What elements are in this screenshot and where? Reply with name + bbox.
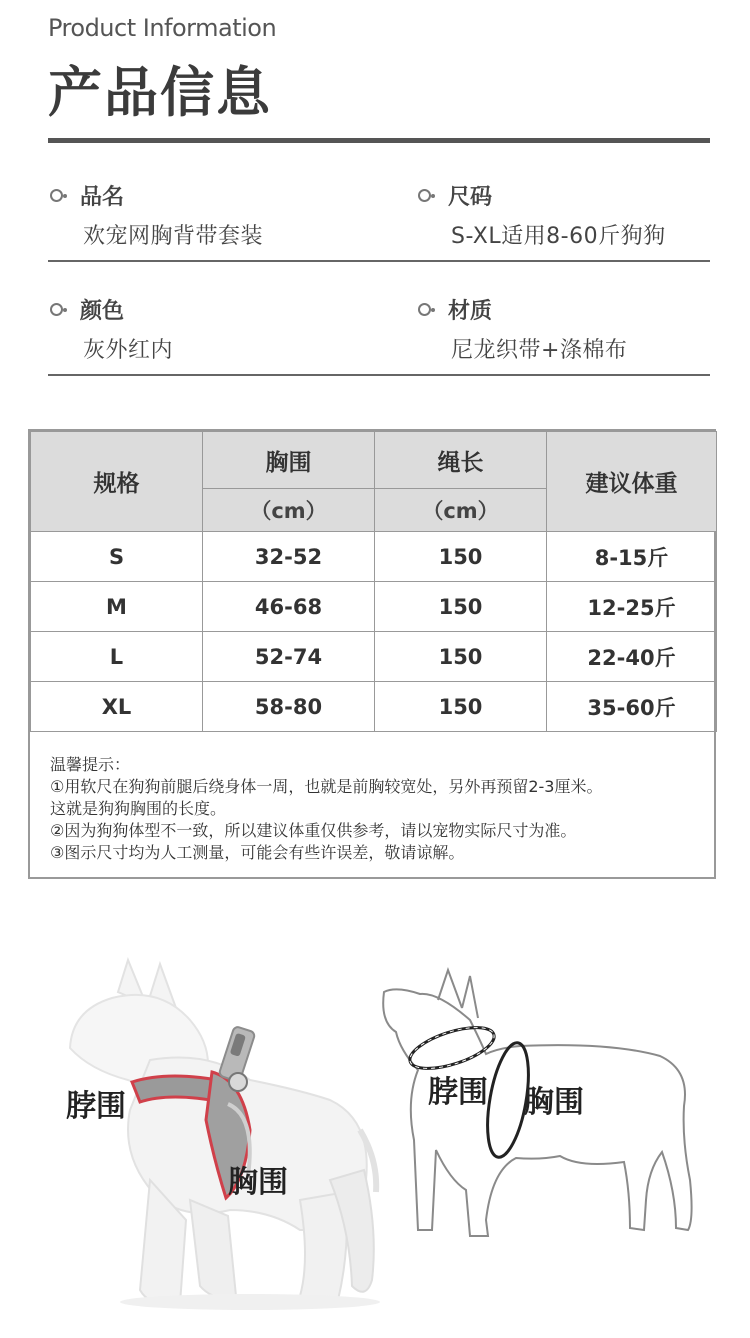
- cell-rope: 150: [375, 682, 547, 732]
- info-label: 尺码: [448, 185, 493, 210]
- info-label: 材质: [448, 299, 493, 324]
- bullet-icon: [50, 189, 63, 202]
- header-rope: 绳长: [375, 432, 547, 489]
- tips-line: ③图示尺寸均为人工测量，可能会有些许误差，敬请谅解。: [50, 843, 465, 862]
- cell-chest: 32-52: [203, 532, 375, 582]
- header-spec: 规格: [31, 432, 203, 532]
- table-row: [31, 632, 717, 682]
- caption-left-chest: 胸围: [228, 1165, 288, 1200]
- info-divider: [48, 260, 710, 262]
- cell-size: M: [31, 582, 203, 632]
- dog-mannequin-image: [70, 960, 380, 1310]
- bullet-icon: [418, 189, 431, 202]
- cell-chest: 46-68: [203, 582, 375, 632]
- header-weight: 建议体重: [547, 432, 717, 532]
- info-label: 颜色: [80, 299, 125, 324]
- cell-rope: 150: [375, 582, 547, 632]
- info-item-color: [50, 294, 370, 364]
- dog-illustrations: [0, 930, 750, 1334]
- caption-right-chest: 胸围: [524, 1085, 584, 1120]
- caption-right-neck: 脖围: [428, 1075, 488, 1110]
- cell-rope: 150: [375, 632, 547, 682]
- cell-chest: 52-74: [203, 632, 375, 682]
- tips-line: ①用软尺在狗狗前腿后绕身体一周，也就是前胸较宽处，另外再预留2-3厘米。: [50, 777, 603, 796]
- bullet-icon: [50, 303, 63, 316]
- tips-line: ②因为狗狗体型不一致，所以建议体重仅供参考，请以宠物实际尺寸为准。: [50, 821, 577, 840]
- header-chest-unit: （cm）: [203, 489, 375, 532]
- info-divider: [48, 374, 710, 376]
- header-chest: 胸围: [203, 432, 375, 489]
- info-item-material: [418, 294, 738, 364]
- size-table: [30, 431, 717, 732]
- title-divider: [48, 138, 710, 143]
- table-row: [31, 532, 717, 582]
- info-value: 灰外红内: [83, 338, 174, 363]
- cell-weight: 8-15斤: [547, 532, 717, 582]
- cell-rope: 150: [375, 532, 547, 582]
- title-english: Product Information: [48, 14, 277, 42]
- table-row: [31, 582, 717, 632]
- table-row: [31, 682, 717, 732]
- tips-notes: [30, 732, 714, 864]
- header-rope-unit: （cm）: [375, 489, 547, 532]
- info-item-size: [418, 180, 738, 250]
- size-table-panel: [28, 429, 716, 879]
- tips-title: 温馨提示：: [50, 755, 131, 774]
- caption-left-neck: 脖围: [66, 1089, 126, 1124]
- info-value: 尼龙织带+涤棉布: [451, 338, 628, 363]
- info-value: S-XL适用8-60斤狗狗: [451, 224, 666, 249]
- cell-size: XL: [31, 682, 203, 732]
- info-item-name: [50, 180, 370, 250]
- tips-line: 这就是狗狗胸围的长度。: [50, 799, 227, 818]
- cell-size: S: [31, 532, 203, 582]
- cell-weight: 12-25斤: [547, 582, 717, 632]
- cell-size: L: [31, 632, 203, 682]
- measurement-illustration: [0, 930, 750, 1334]
- cell-chest: 58-80: [203, 682, 375, 732]
- title-chinese: 产品信息: [48, 61, 272, 124]
- cell-weight: 35-60斤: [547, 682, 717, 732]
- info-label: 品名: [80, 185, 125, 210]
- info-value: 欢宠网胸背带套装: [83, 224, 264, 249]
- bullet-icon: [418, 303, 431, 316]
- cell-weight: 22-40斤: [547, 632, 717, 682]
